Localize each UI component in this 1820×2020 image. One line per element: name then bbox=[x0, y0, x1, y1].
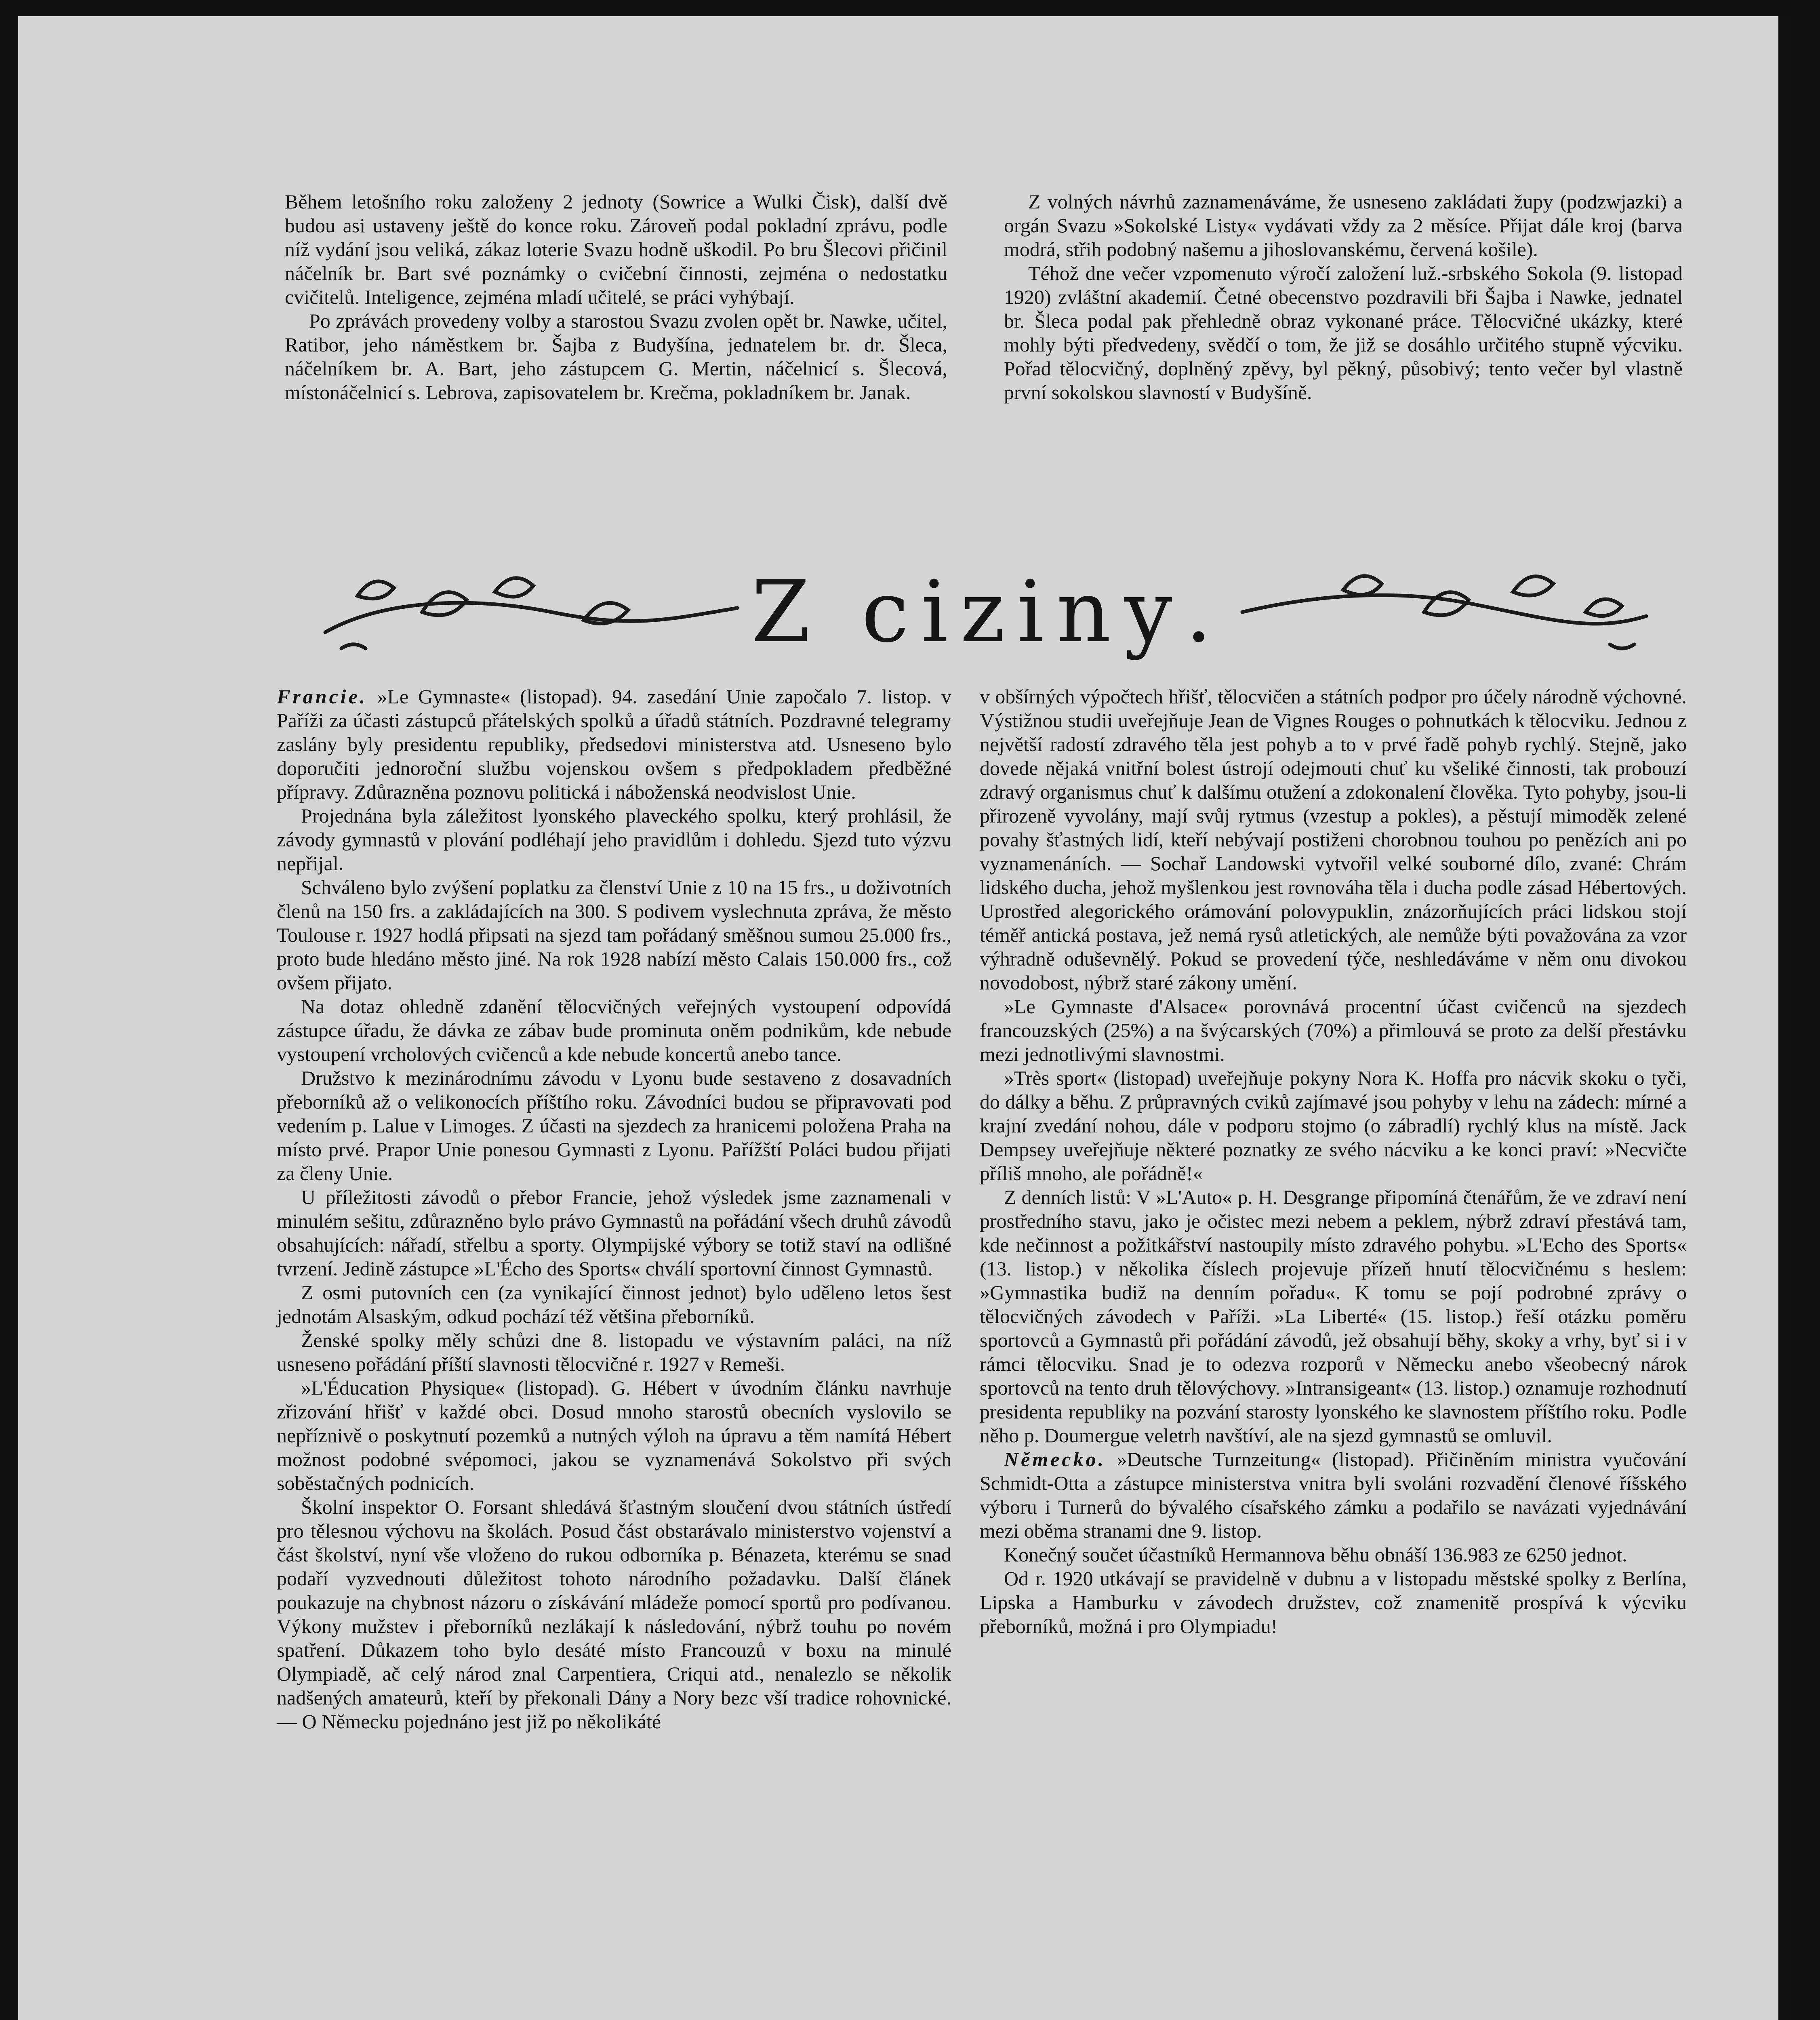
paragraph: Z osmi putovních cen (za vynikající činnost jednot) bylo uděleno letos šest jednotám Alsaským, odkud pochází též většina přeborníků. bbox=[277, 1281, 951, 1328]
paragraph: Školní inspektor O. Forsant shledává šťastným sloučení dvou státních ústředí pro tělesnou výchovu na školách. Posud část obstarávalo ministerstvo vojenství a část školství, nyní vše vloženo do rukou odborníka p. Bénazeta, kterému se snad podaří vyzvednouti důležitost tohoto národního požadavku. Další článek poukazuje na chybnost názoru o získávání mládeže pomocí sportů pro podívanou. Výkony mužstev i přeborníků nezlákají k následování, nýbrž touhu po novém spatření. Důkazem toho bylo desáté místo Francouzů v boxu na minulé Olympiadě, ač celý národ znal Carpentiera, Criqui atd., nenalezlo se několik nadšených amateurů, kteří by překonali Dány a Nory bezc vší tradice rohovnické. — O Německu pojednáno jest již po několikáté bbox=[277, 1496, 951, 1733]
scan-edge bbox=[1778, 16, 1790, 2020]
country-lead: Německo. bbox=[1004, 1448, 1106, 1471]
paragraph: Od r. 1920 utkávají se pravidelně v dubnu a v listopadu městské spolky z Berlína, Lipska a Hamburku v závodech družstev, což znamenitě prospívá k výcviku přeborníků, možná i pro Olympiadu! bbox=[980, 1567, 1687, 1637]
heading-text: Z cizinу. bbox=[751, 562, 1225, 661]
paragraph: Téhož dne večer vzpomenuto výročí založení luž.-srbského Sokola (9. listopad 1920) zvláštní akademií. Četné obecenstvo pozdravili bři Šajba i Nawke, jednatel br. Šleca podal pak přehledně obraz vykonané práce. Tělocvičné ukázky, které mohly býti předvedeny, svědčí o tom, že již se dosáhlo určitého stupně výcviku. Pořad tělocvičný, doplněný zpěvy, byl pěkný, působivý; tento večer byl vlastně první sokolskou slavností v Budyšíně. bbox=[1004, 262, 1683, 404]
paragraph: Projednána byla záležitost lyonského plaveckého spolku, který prohlásil, že závody gymnastů v plování podléhají jeho pravidlům i dohledu. Sjezd tuto výzvu nepřijal. bbox=[277, 804, 951, 875]
paragraph: Po zprávách provedeny volby a starostou Svazu zvolen opět br. Nawke, učitel, Ratibor, jeho náměstkem br. Šajba z Budyšína, jednatelem br. dr. Šleca, náčelníkem br. A. Bart, jeho zástupcem G. Mertin, náčelnicí s. Šlecová, místonáčelnicí s. Lebrova, zapisovatelem br. Krečma, pokladníkem br. Janak. bbox=[285, 309, 947, 404]
top-right-column bbox=[1004, 190, 1683, 404]
paragraph: »Très sport« (listopad) uveřejňuje pokyny Nora K. Hoffa pro nácvik skoku o tyči, do dálky a běhu. Z průpravných cviků zajímavé jsou pohyby v lehu na zádech: mírné a krajní zvedání nohou, dále v podporu stojmo (o zábradlí) rychlý klus na místě. Jack Dempsey uveřejňuje některé poznatky ze svého nácviku a ke konci praví: »Necvičte příliš mnoho, ale pořádně!« bbox=[980, 1067, 1687, 1185]
paragraph: Schváleno bylo zvýšení poplatku za členství Unie z 10 na 15 frs., u doživotních členů na 150 frs. a zakládajících na 300. S podivem vyslechnuta zpráva, že město Toulouse r. 1927 hodlá připsati na sjezd tam pořádaný směšnou sumou 25.000 frs., proto bude hledáno město jiné. Na rok 1928 nabízí město Calais 150.000 frs., což ovšem přijato. bbox=[277, 876, 951, 994]
paragraph: Z denních listů: V »L'Auto« p. H. Desgrange připomíná čtenářům, že ve zdraví není prostředního stavu, jako je očistec mezi nebem a peklem, nýbrž zdraví přestává tam, kde nečinnost a požitkářství nastoupily místo zdravého pohybu. »L'Echo des Sports« (13. listop.) v několika číslech projevuje přízeň hnutí tělocvičnému s heslem: »Gymnastika budiž na denním pořadu«. K tomu se pojí podrobné zprávy o tělocvičných závodech v Paříži. »La Liberté« (15. listop.) řeší otázku poměru sportovců a Gymnastů při pořádání závodů, jež obsahují běhy, skoky a vrhy, byť si i v rámci tělocviku. Snad je to odezva rozporů v Německu anebo všeobecný nárok sportovců na tento druh tělovýchovy. »Intransigeant« (13. listop.) oznamuje rozhodnutí presidenta republiky na pozvání starosty lyonského ke slavnostem příštího roku. Podle něho p. Doumergue veletrh navštíví, ale na sjezd gymnastů se omluvil. bbox=[980, 1186, 1687, 1447]
paragraph: Družstvo k mezinárodnímu závodu v Lyonu bude sestaveno z dosavadních přeborníků až o velikonocích příštího roku. Závodníci budou se připravovati pod vedením p. Lalue v Limoges. Z účasti na sjezdech za hranicemi položena Praha na místo prvé. Prapor Unie ponesou Gymnasti z Lyonu. Pařížští Poláci budou přijati za členy Unie. bbox=[277, 1067, 951, 1185]
paragraph: Na dotaz ohledně zdanění tělocvičných veřejných vystoupení odpovídá zástupce úřadu, že dávka ze zábav bude prominuta oněm podnikům, kde nebude vystoupení vrcholových cvičenců a kde nebude koncertů anebo tance. bbox=[277, 995, 951, 1065]
paragraph: Z volných návrhů zaznamenáváme, že usneseno zakládati župy (podzwjazki) a orgán Svazu »Sokolské Listy« vydávati vždy za 2 měsíce. Přijat dále kroj (barva modrá, střih podobný našemu a jihoslovanskému, červená košile). bbox=[1004, 190, 1683, 261]
main-left-column bbox=[277, 685, 951, 1734]
section-heading bbox=[301, 551, 1675, 669]
top-left-column bbox=[285, 190, 947, 404]
main-right-column bbox=[980, 685, 1687, 1638]
paragraph: Během letošního roku založeny 2 jednoty (Sowrice a Wulki Čisk), další dvě budou asi ustaveny ještě do konce roku. Zároveň podal pokladní zprávu, podle níž vydání jsou veliká, zákaz loterie Svazu hodně uškodil. Po bru Šlecovi přičinil náčelník br. Bart své poznámky o cvičební činnosti, zejména o nedostatku cvičitelů. Inteligence, zejména mladí učitelé, se práci vyhýbají. bbox=[285, 190, 947, 308]
scanned-page bbox=[18, 16, 1790, 2020]
paragraph: »L'Éducation Physique« (listopad). G. Hébert v úvodním článku navrhuje zřizování hřišť v každé obci. Dosud mnoho starostů obecních vyslovilo se nepříznivě o poskytnutí pozemků a nutných výloh na úpravu a těm namítá Hébert možnost podobné svépomoci, jakou se vyznamenává Sokolstvo při svých soběstačných podnicích. bbox=[277, 1376, 951, 1494]
paragraph: v obšírných výpočtech hřišť, tělocvičen a státních podpor pro účely národně výchovné. Výstižnou studii uveřejňuje Jean de Vignes Rouges o pohnutkách k tělocviku. Jednou z největší radostí zdravého těla jest pohyb a to v prvé řadě pohyb rychlý. Stejně, jako dovede nějaká vnitřní bolest ústrojí odejmouti chuť ku všeliké činnosti, tak probouzí zdravý organismus chuť k dalšímu otužení a zdokonalení člověka. Tyto pohyby, jsou-li přirozeně vyvolány, mají svůj rytmus (vzestup a pokles), a pěstují mimoděk zelené povahy šťastných lidí, kteří nebývají postiženi chorobnou touhou po penězích ani po vyznamenáních. — Sochař Landowski vytvořil velké souborné dílo, zvané: Chrám lidského ducha, jehož myšlenkou jest rovnováha těla i ducha podle zásad Hébertových. Uprostřed alegorického orámování polovypuklin, znázorňujících práci lidskou stojí téměř antická postava, jež nemá rysů atletických, ale nemůže býti považována za vzor výhradně oduševnělý. Pokud se provedení týče, neshledáváme v něm onu divokou novodobost, nýbrž staré zákony umění. bbox=[980, 685, 1687, 994]
paragraph: Francie. »Le Gymnaste« (listopad). 94. zasedání Unie započalo 7. listop. v Paříži za účasti zástupců přátelských spolků a úřadů státních. Pozdravné telegramy zaslány byly presidentu republiky, předsedovi ministerstva atd. Usneseno bylo doporučiti jednoroční službu vojenskou ovšem s předpokladem předběžné přípravy. Zdůrazněna poznovu politická i náboženská neodvislost Unie. bbox=[277, 685, 951, 803]
paragraph: »Le Gymnaste d'Alsace« porovnává procentní účast cvičenců na sjezdech francouzských (25%) a na švýcarských (70%) a přimlouvá se proto za delší přestávku mezi jednotlivými slavnostmi. bbox=[980, 995, 1687, 1065]
paragraph: Ženské spolky měly schůzi dne 8. listopadu ve výstavním paláci, na níž usneseno pořádání příští slavnosti tělocvičné r. 1927 v Remeši. bbox=[277, 1329, 951, 1375]
paragraph: U příležitosti závodů o přebor Francie, jehož výsledek jsme zaznamenali v minulém sešitu, zdůrazněno bylo právo Gymnastů na pořádání všech druhů závodů obsahujících: nářadí, střelbu a sporty. Olympijské výbory se totiž staví na odlišné tvrzení. Jedině zástupce »L'Écho des Sports« chválí sportovní činnost Gymnastů. bbox=[277, 1186, 951, 1280]
paragraph: Německo. »Deutsche Turnzeitung« (listopad). Přičiněním ministra vyučování Schmidt-Otta a zástupce ministerstva vnitra byli svoláni rozvadění členové říšského výboru i Turnerů do bývalého císařského zámku a podařilo se navázati vyjednávání mezi oběma stranami dne 9. listop. bbox=[980, 1448, 1687, 1542]
paragraph: Konečný součet účastníků Hermannova běhu obnáší 136.983 ze 6250 jednot. bbox=[1004, 1543, 1627, 1566]
country-lead: Francie. bbox=[277, 685, 368, 708]
